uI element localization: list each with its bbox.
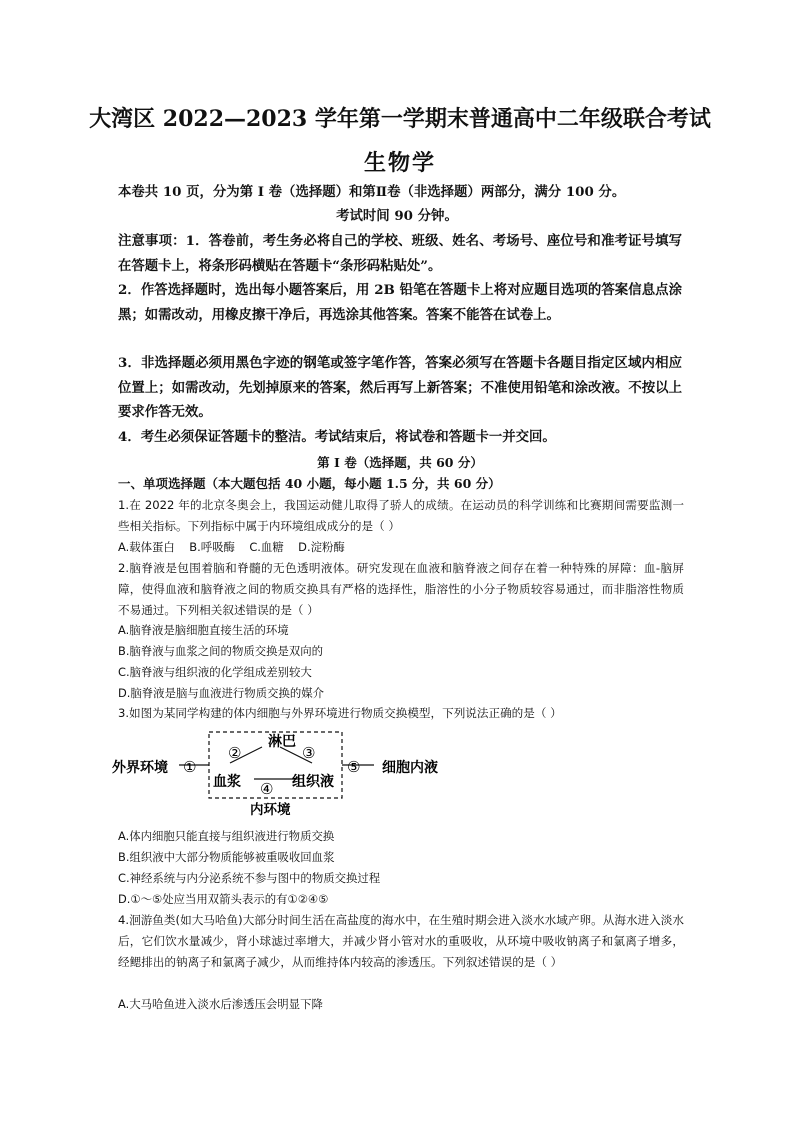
question-3-option-a: A.体内细胞只能直接与组织液进行物质交换	[118, 829, 335, 843]
question-1-stem: 1.在 2022 年的北京冬奥会上，我国运动健儿取得了骄人的成绩。在运动员的科学训练和比赛期间需要监测一些相关指标。下列指标中属于内环境组成成分的是（ ）	[118, 498, 684, 533]
question-4-stem: 4.洄游鱼类(如大马哈鱼)大部分时间生活在高盐度的海水中，在生殖时期会进入淡水水域产卵。从海水进入淡水后，它们饮水量减少，肾小球滤过率增大，并减少肾小管对水的重吸收，从环境中吸收钠离子和氯离子增多，经鳃排出的钠离子和氯离子减少，从而维持体内较高的渗透压。下列叙述错误的是（ ）	[118, 913, 684, 969]
exam-title: 大湾区 2022—2023 学年第一学期末普通高中二年级联合考试	[89, 106, 711, 132]
question-3-stem: 3.如图为某同学构建的体内细胞与外界环境进行物质交换模型，下列说法正确的是（ ）	[118, 706, 562, 720]
question-3-option-d: D.①～⑤处应当用双箭头表示的有①②④⑤	[118, 892, 329, 906]
part-title: 第 I 卷（选择题，共 60 分）	[317, 455, 483, 470]
marker-3: ③	[302, 744, 316, 762]
question-4-option-a: A.大马哈鱼进入淡水后渗透压会明显下降	[118, 997, 323, 1011]
marker-5: ⑤	[347, 758, 361, 776]
note-2: 2．作答选择题时，选出每小题答案后，用 2B 铅笔在答题卡上将对应题目选项的答案信息点涂黑；如需改动，用橡皮擦干净后，再选涂其他答案。答案不能答在试卷上。	[118, 282, 682, 323]
question-2-option-a: A.脑脊液是脑细胞直接生活的环境	[118, 623, 289, 637]
section-heading: 一、单项选择题（本大题包括 40 小题，每小题 1.5 分，共 60 分）	[118, 476, 501, 491]
question-3-option-c: C.神经系统与内分泌系统不参与图中的物质交换过程	[118, 871, 381, 885]
question-2-option-b: B.脑脊液与血浆之间的物质交换是双向的	[118, 644, 324, 658]
question-1-options: A.载体蛋白 B.呼吸酶 C.血糖 D.淀粉酶	[118, 540, 345, 554]
marker-2: ②	[228, 744, 242, 762]
label-outer-environment: 外界环境	[112, 760, 168, 776]
label-tissue-fluid: 组织液	[292, 774, 334, 790]
question-3-option-b: B.组织液中大部分物质能够被重吸收回血浆	[118, 850, 335, 864]
question-2-option-d: D.脑脊液是脑与血液进行物质交换的媒介	[118, 686, 325, 700]
label-intracellular-fluid: 细胞内液	[382, 760, 438, 776]
exam-subject: 生物学	[363, 150, 436, 176]
marker-4: ④	[260, 780, 274, 798]
note-1: 注意事项：1．答卷前，考生务必将自己的学校、班级、姓名、考场号、座位号和准考证号填写在答题卡上，将条形码横贴在答题卡“条形码粘贴处”。	[118, 233, 682, 274]
question-2-stem: 2.脑脊液是包围着脑和脊髓的无色透明液体。研究发现在血液和脑脊液之间存在着一种特殊的屏障：血-脑屏障，使得血液和脑脊液之间的物质交换具有严格的选择性，脂溶性的小分子物质较容易通过，而非脂溶性物质不易通过。下列相关叙述错误的是（ ）	[118, 561, 684, 617]
label-internal-environment: 内环境	[250, 802, 291, 818]
question-2-option-c: C.脑脊液与组织液的化学组成差别较大	[118, 665, 312, 679]
note-4: 4．考生必须保证答题卡的整洁。考试结束后，将试卷和答题卡一并交回。	[118, 429, 556, 445]
intro-line-1: 本卷共 10 页，分为第 I 卷（选择题）和第Ⅱ卷（非选择题）两部分，满分 100 分。	[118, 184, 626, 200]
intro-line-2: 考试时间 90 分钟。	[336, 208, 458, 224]
marker-1: ①	[183, 758, 197, 776]
note-3: 3．非选择题必须用黑色字迹的钢笔或签字笔作答，答案必须写在答题卡各题目指定区域内相应位置上；如需改动，先划掉原来的答案，然后再写上新答案；不准使用铅笔和涂改液。不按以上要求作答无效。	[118, 355, 682, 420]
exchange-model-diagram	[112, 728, 452, 818]
label-lymph: 淋巴	[268, 734, 296, 750]
label-plasma: 血浆	[213, 774, 241, 790]
